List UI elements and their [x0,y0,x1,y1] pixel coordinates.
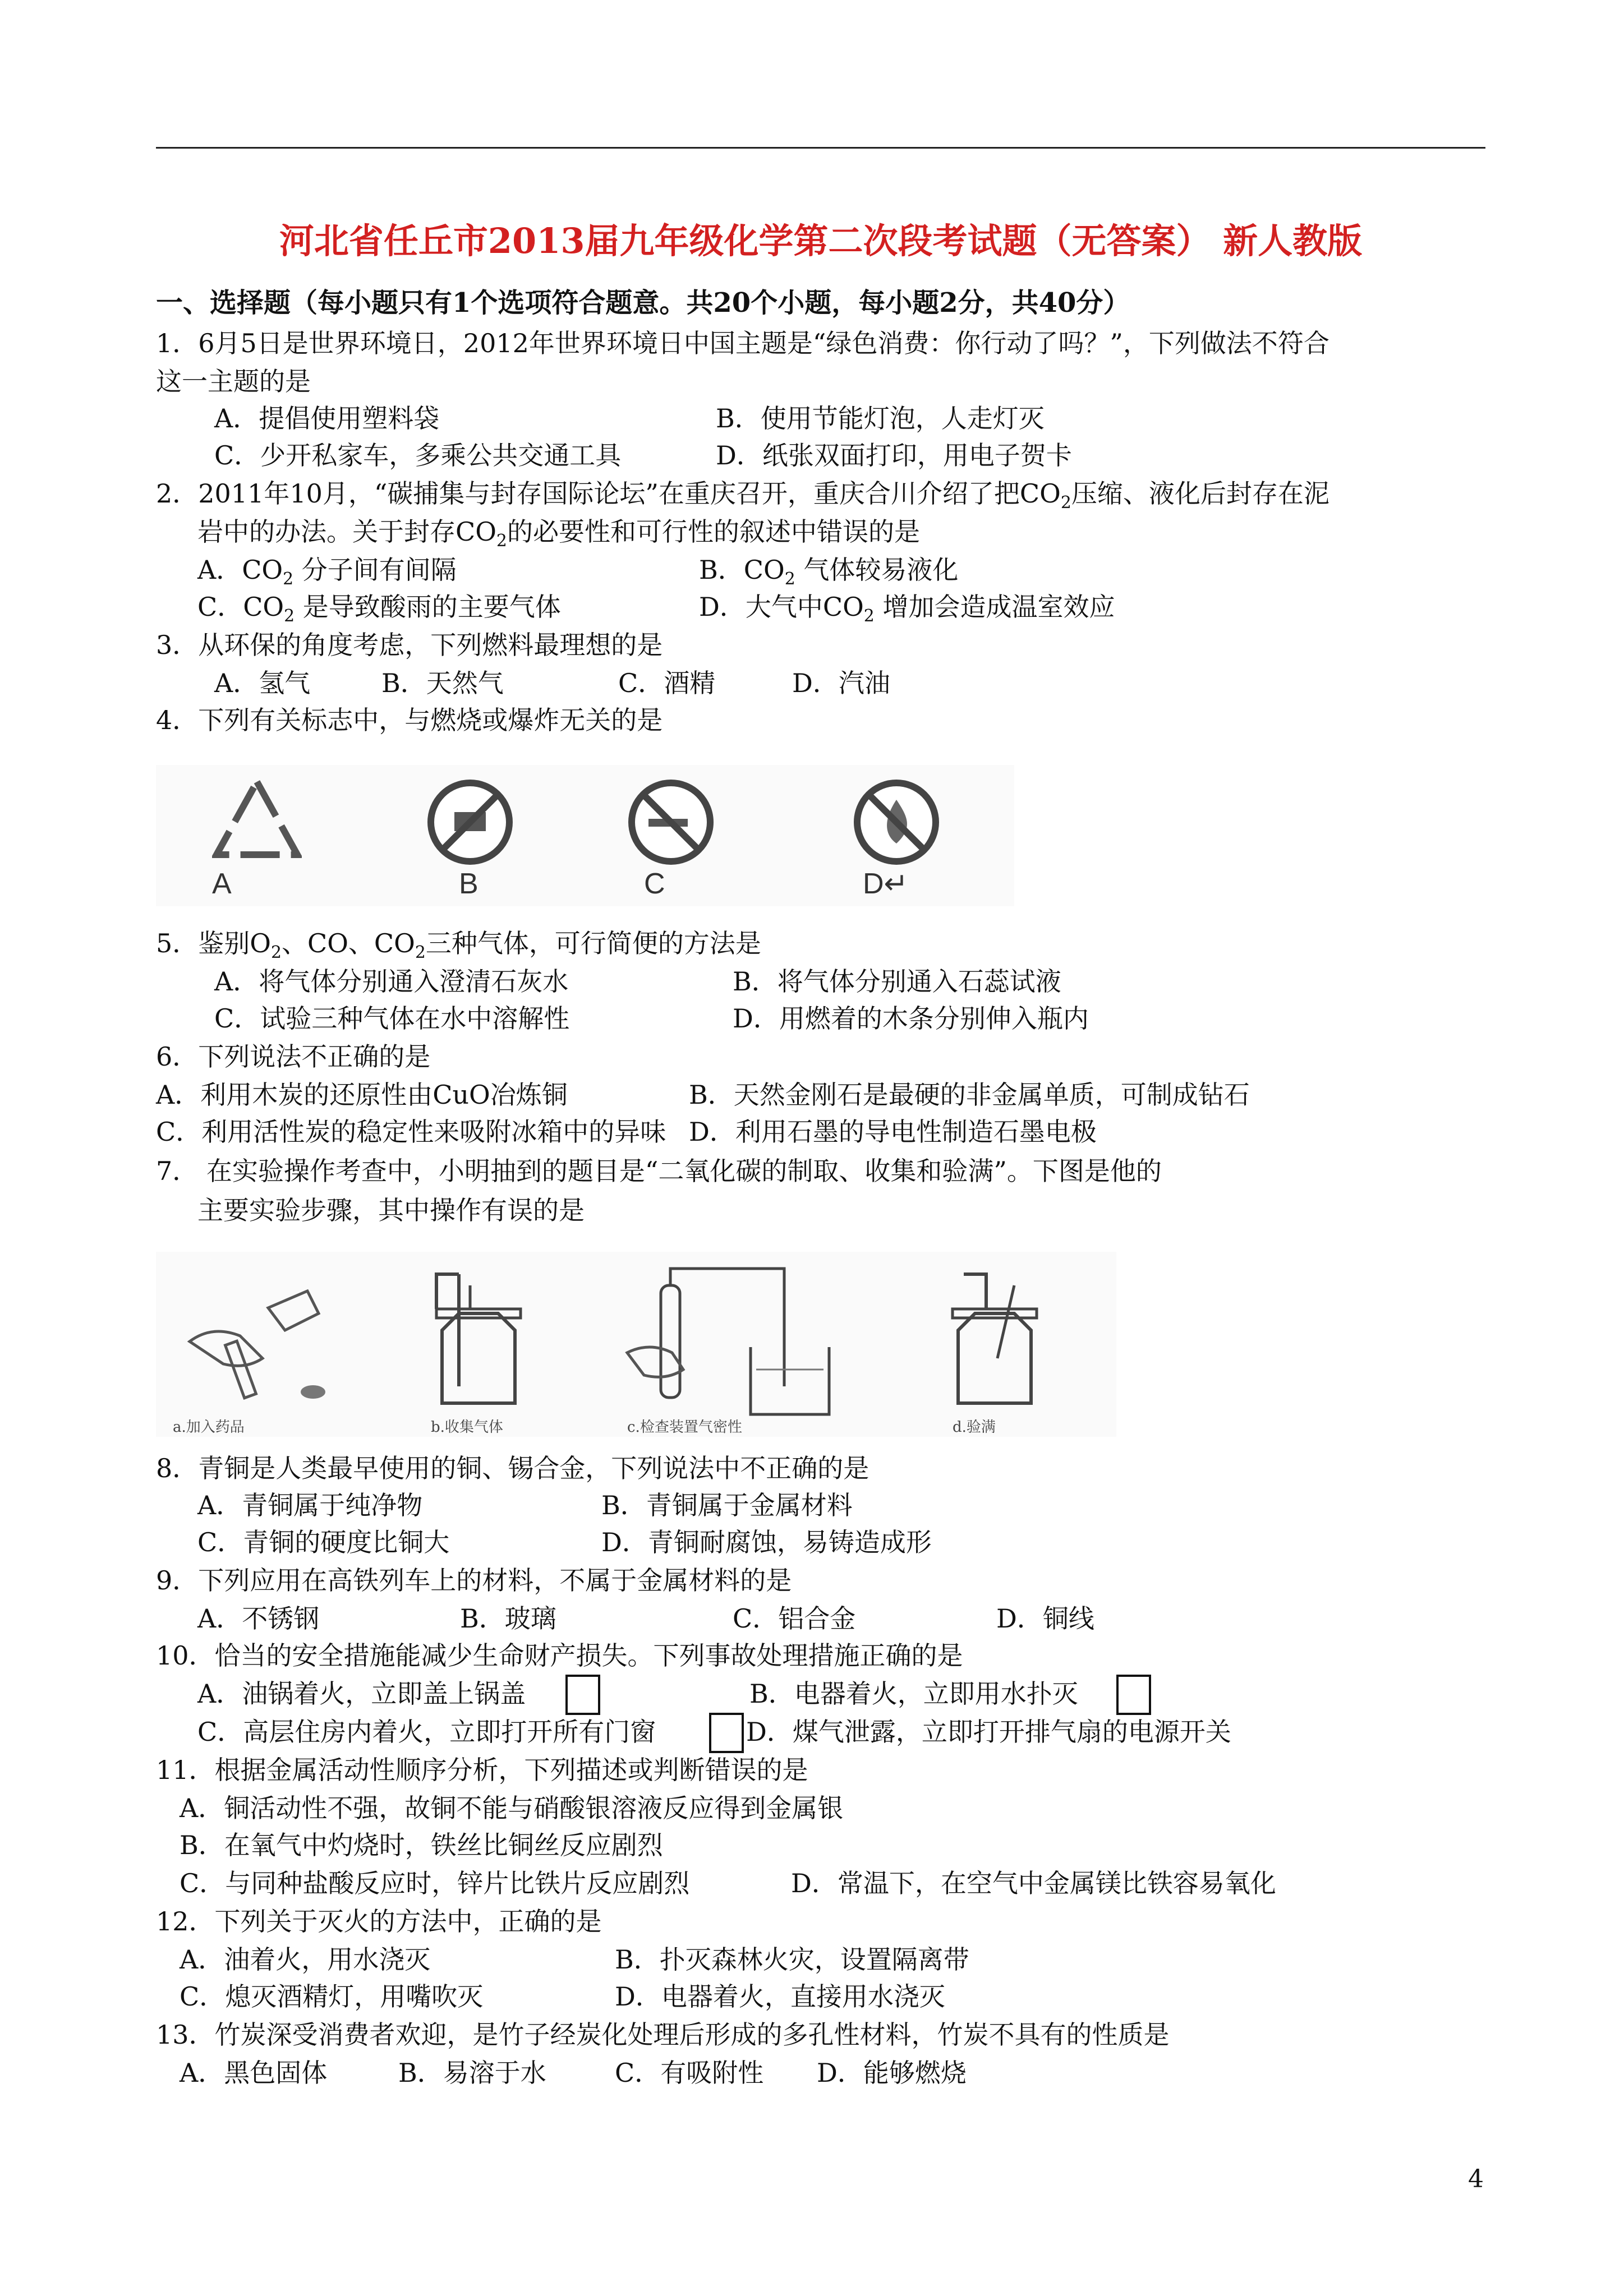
no-fireworks-sign-icon [425,777,515,867]
sign-label-d: D↵ [863,868,909,900]
q8-option-c: C．青铜的硬度比铜大 [197,1527,450,1557]
q13-option-b: B．易溶于水 [398,2058,546,2088]
q6-option-d: D．利用石墨的导电性制造石墨电极 [689,1117,1097,1147]
recycle-sign-icon [212,777,302,861]
test-full-bottle-icon [930,1263,1053,1414]
no-smoking-sign-icon [626,777,716,867]
q5-option-d: D．用燃着的木条分别伸入瓶内 [733,1003,1089,1034]
q7-stem-cont: 主要实验步骤，其中操作有误的是 [197,1195,585,1225]
q10-option-a: A．油锅着火，立即盖上锅盖 [197,1679,526,1709]
q11-option-c: C．与同种盐酸反应时，锌片比铁片反应剧烈 [180,1868,690,1898]
q1-option-d: D．纸张双面打印，用电子贺卡 [716,440,1072,471]
q3-option-b: B．天然气 [381,668,504,698]
caption-d: d.验满 [953,1419,996,1436]
q9-option-c: C．铝合金 [733,1603,856,1634]
q9-option-b: B．玻璃 [460,1603,556,1634]
q1-stem: 1．6月5日是世界环境日，2012年世界环境日中国主题是“绿色消费：你行动了吗？”，下列做法不符合 [156,328,1329,358]
q12-option-b: B．扑灭森林火灾，设置隔离带 [615,1944,969,1975]
caption-b: b.收集气体 [431,1419,503,1436]
gas-collection-bottle-icon [414,1263,537,1414]
q10-option-c: C．高层住房内着火，立即打开所有门窗 [197,1717,656,1747]
q2-option-c: C．$CO_2$ 是导致酸雨的主要气体 [197,592,561,626]
sign-label-b: B [459,868,479,900]
page-title: 河北省任丘市2013届九年级化学第二次段考试题（无答案） 新人教版 [279,220,1363,261]
q3-stem: 3．从环保的角度考虑，下列燃料最理想的是 [156,630,663,660]
q13-option-a: A．黑色固体 [180,2058,328,2088]
q5-option-c: C．试验三种气体在水中溶解性 [214,1003,570,1034]
q8-option-a: A．青铜属于纯净物 [197,1490,423,1520]
q10-stem: 10．恰当的安全措施能减少生命财产损失。下列事故处理措施正确的是 [156,1640,963,1671]
q12-option-c: C．熄灭酒精灯，用嘴吹灭 [180,1981,484,2012]
sign-label-c: C [644,868,665,900]
q2-stem-cont: 岩中的办法。关于封存$CO_2$的必要性和可行性的叙述中错误的是 [197,517,920,551]
q1-option-c: C．少开私家车，多乘公共交通工具 [214,440,622,471]
q3-option-c: C．酒精 [618,668,716,698]
q1-stem-cont: 这一主题的是 [156,366,311,397]
q10-option-c-box [709,1713,744,1753]
q6-stem: 6．下列说法不正确的是 [156,1041,431,1072]
q11-option-b: B．在氧气中灼烧时，铁丝比铜丝反应剧烈 [180,1830,663,1860]
q12-stem: 12．下列关于灭火的方法中，正确的是 [156,1906,602,1937]
q8-stem: 8．青铜是人类最早使用的铜、锡合金，下列说法中不正确的是 [156,1453,869,1483]
q12-option-d: D．电器着火，直接用水浇灭 [615,1981,945,2012]
q5-stem: 5．鉴别$O_2$、CO、$CO_2$三种气体，可行简便的方法是 [156,928,761,963]
q6-option-c: C．利用活性炭的稳定性来吸附冰箱中的异味 [156,1117,666,1147]
q8-option-d: D．青铜耐腐蚀，易铸造成形 [601,1527,932,1557]
q1-option-b: B．使用节能灯泡，人走灯灭 [716,403,1045,434]
q2-option-a: A．$CO_2$ 分子间有间隔 [197,555,457,589]
q1-option-a: A．提倡使用塑料袋 [214,403,440,434]
q8-option-b: B．青铜属于金属材料 [601,1490,853,1520]
q6-option-b: B．天然金刚石是最硬的非金属单质，可制成钻石 [689,1080,1250,1110]
q3-option-d: D．汽油 [792,668,890,698]
section-heading: 一、选择题（每小题只有1个选项符合题意。共20个小题，每小题2分，共40分） [156,287,1130,319]
q13-option-d: D．能够燃烧 [817,2058,967,2088]
q9-option-a: A．不锈钢 [197,1603,320,1634]
q9-stem: 9．下列应用在高铁列车上的材料，不属于金属材料的是 [156,1565,792,1596]
q2-stem: 2．2011年10月，“碳捕集与封存国际论坛”在重庆召开，重庆合川介绍了把$CO_2$压缩、液化后封存在泥 [156,478,1329,513]
q10-option-d: D．煤气泄露，立即打开排气扇的电源开关 [746,1717,1231,1747]
q2-option-b: B．$CO_2$ 气体较易液化 [699,555,959,589]
caption-a: a.加入药品 [173,1419,245,1436]
no-open-flame-sign-icon [852,777,941,867]
q10-option-b: B．电器着火，立即用水扑灭 [749,1679,1078,1709]
q5-option-b: B．将气体分别通入石蕊试液 [733,966,1061,997]
q9-option-d: D．铜线 [996,1603,1094,1634]
q13-option-c: C．有吸附性 [615,2058,764,2088]
page-number: 4 [1468,2165,1484,2193]
header-rule [156,147,1485,149]
caption-c: c.检查装置气密性 [627,1419,742,1436]
q7-apparatus-figure [156,1252,1116,1437]
sign-label-a: A [212,868,232,900]
q4-signs-figure [156,765,1014,906]
q11-stem: 11．根据金属活动性顺序分析，下列描述或判断错误的是 [156,1755,808,1785]
q10-option-a-box [565,1675,600,1715]
airtightness-check-icon [616,1263,874,1426]
q3-option-a: A．氢气 [214,668,311,698]
q11-option-a: A．铜活动性不强，故铜不能与硝酸银溶液反应得到金属银 [180,1793,844,1823]
q2-option-d: D．大气中$CO_2$ 增加会造成温室效应 [699,592,1115,626]
q6-option-a: A．利用木炭的还原性由CuO冶炼铜 [156,1080,568,1110]
q10-option-b-box [1116,1675,1151,1715]
q11-option-d: D．常温下，在空气中金属镁比铁容易氧化 [791,1868,1276,1898]
q13-stem: 13．竹炭深受消费者欢迎，是竹子经炭化处理后形成的多孔性材料，竹炭不具有的性质是 [156,2020,1170,2050]
q4-stem: 4．下列有关标志中，与燃烧或爆炸无关的是 [156,705,663,735]
q7-stem: 7． 在实验操作考查中，小明抽到的题目是“二氧化碳的制取、收集和验满”。下图是他的 [156,1156,1162,1186]
q5-option-a: A．将气体分别通入澄清石灰水 [214,966,569,997]
q12-option-a: A．油着火，用水浇灭 [180,1944,431,1975]
adding-reagent-icon [178,1274,347,1409]
